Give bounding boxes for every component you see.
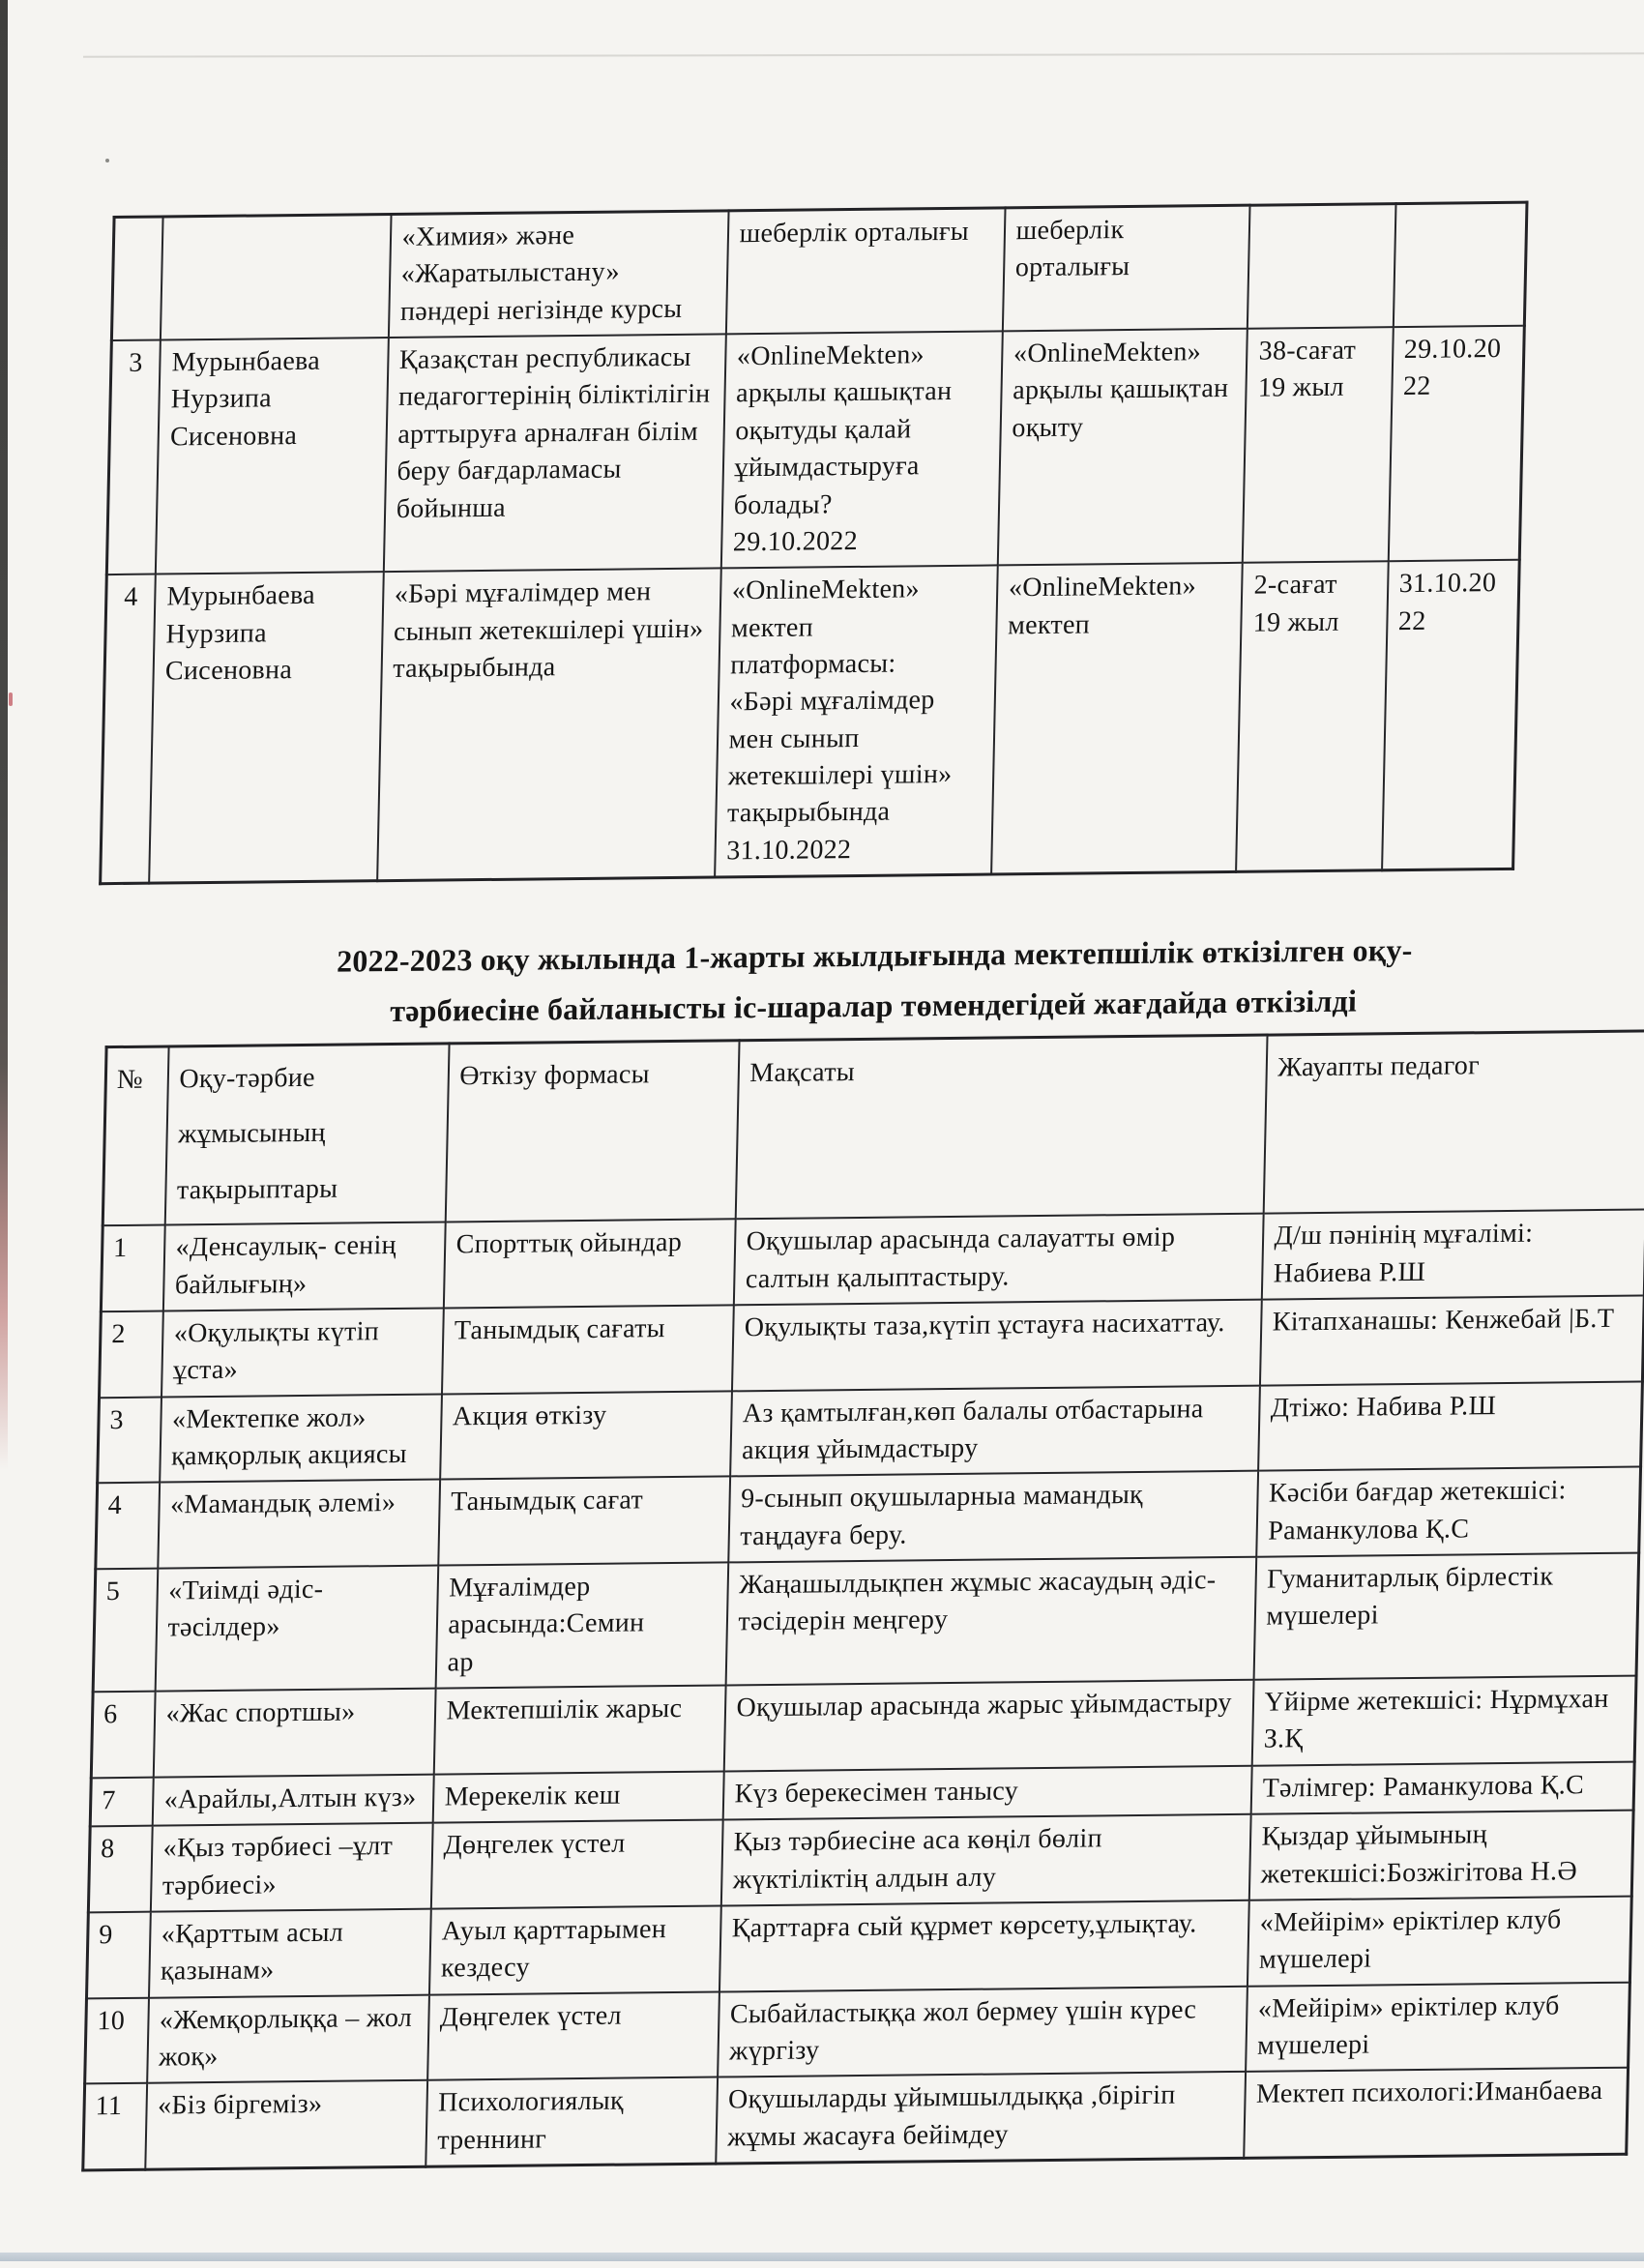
table-row <box>83 2068 1629 2170</box>
cell-form: Дөңгелек үстел <box>427 1991 719 2080</box>
cell-responsible: Кәсіби бағдар жетекшісі: Раманкулова Қ.С <box>1256 1467 1641 1557</box>
header-num: № <box>103 1046 168 1225</box>
cell-topic: шеберлік орталығы <box>725 208 1005 335</box>
cell-purpose: Жаңашылдықпен жұмыс жасаудың әдіс- тәсідерін меңгеру <box>725 1557 1256 1686</box>
cell-row-number: 2 <box>100 1311 163 1397</box>
cell-purpose: Оқушыларды ұйымшылдыққа ,бірігіп жұмы жасауға бейімдеу <box>716 2072 1246 2164</box>
cell-responsible: Қыздар ұйымының жетекшісі:Бозжігітова Н.Ә <box>1248 1811 1633 1900</box>
cell-topic: «Мамандық әлемі» <box>158 1480 440 1569</box>
table-row <box>93 1553 1639 1693</box>
table-row <box>101 1210 1644 1311</box>
cell-responsible: Гуманитарлық бірлестік мүшелері <box>1253 1553 1639 1680</box>
table-row <box>96 1467 1641 1569</box>
events-table <box>81 1029 1644 2171</box>
cell-hours: 38-сағат 19 жыл <box>1243 327 1393 563</box>
table-row <box>88 1811 1633 1912</box>
table-header-row <box>103 1031 1644 1225</box>
cell-row-number: 3 <box>106 340 161 575</box>
cell-form: Психологиялық треннинг <box>426 2077 718 2166</box>
header-topic: Оқу-тәрбие жұмысының тақырыптары <box>164 1044 449 1225</box>
cell-row-number: 4 <box>96 1483 160 1569</box>
cell-row-number: 3 <box>98 1397 161 1483</box>
table-row <box>101 560 1520 884</box>
cell-course: Қазақстан республикасы педагогтерінің біліктілігін арттыруға арналған білім беру бағдарламасы бойынша <box>383 334 725 572</box>
cell-purpose: Сыбайластыққа жол бермеу үшін күрес жүргізу <box>718 1986 1248 2077</box>
table-row <box>98 1381 1643 1483</box>
cell-hours <box>1248 204 1395 329</box>
cell-topic: «Қыз тәрбиесі –ұлт тәрбиесі» <box>150 1823 432 1912</box>
cell-topic: «OnlineMekten» арқылы қашықтан оқытуды қалай ұйымдастыруға болады? 29.10.2022 <box>720 331 1002 568</box>
cell-course: «Химия» және «Жаратылыстану» пәндері негізінде курсы <box>388 211 728 338</box>
cell-topic: «OnlineMekten» мектеп платформасы: «Бәрі мұғалімдер мен сынып жетекшілері үшін» тақырыбында 31.10.2022 <box>715 566 998 877</box>
cell-responsible: Тәлімгер: Раманкулова Қ.С <box>1250 1761 1634 1814</box>
cell-responsible: Дтіжо: Набива Р.Ш <box>1258 1381 1643 1471</box>
cell-responsible: Д/ш пәнінің мұғалімі: Набиева Р.Ш <box>1261 1210 1644 1300</box>
cell-row-number: 9 <box>86 1912 150 1998</box>
cell-form: Дөңгелек үстел <box>430 1820 722 1909</box>
cell-purpose: Күз берекесімен танысу <box>722 1766 1251 1820</box>
table-row <box>91 1676 1636 1778</box>
cell-form: Танымдық сағаты <box>441 1305 733 1394</box>
cell-purpose: Оқушылар арасында жарыс ұйымдастыру <box>723 1680 1253 1771</box>
cell-date <box>1393 202 1527 327</box>
cell-topic: «Арайлы,Алтын күз» <box>152 1774 433 1825</box>
cell-purpose: Оқушылар арасында салауатты өмір салтын қалыптастыру. <box>733 1214 1263 1305</box>
cell-row-number: 4 <box>101 574 156 884</box>
cell-teacher-name <box>161 214 391 339</box>
cell-row-number: 5 <box>93 1569 158 1693</box>
cell-date: 29.10.2022 <box>1388 326 1524 562</box>
cell-responsible: Кітапханашы: Кенжебай |Б.Т <box>1259 1295 1644 1385</box>
table-row <box>106 326 1524 575</box>
cell-result: «OnlineMekten» арқылы қашықтан оқыту <box>997 329 1248 566</box>
cell-form: Мұғалімдер арасында:Семин ар <box>435 1562 728 1688</box>
cell-row-number: 7 <box>90 1778 153 1827</box>
cell-result: шеберлік орталығы <box>1003 205 1250 331</box>
cell-form: Ауыл қарттарымен кездесу <box>428 1905 720 1994</box>
section-heading-line2: тәрбиесіне байланысты іс-шаралар төмендегідей жағдайда өткізілді <box>390 983 1358 1028</box>
cell-topic: «Біз біргеміз» <box>145 2080 427 2169</box>
table-row <box>86 1897 1631 1998</box>
cell-topic: «Қарттым асыл қазынам» <box>148 1909 430 1998</box>
cell-form: Акция өткізу <box>440 1391 732 1480</box>
header-responsible: Жауапты педагог <box>1263 1031 1644 1214</box>
cell-row-number <box>111 217 162 340</box>
cell-row-number: 11 <box>83 2083 147 2170</box>
cell-teacher-name: Мурынбаева Нурзипа Сисеновна <box>149 572 383 883</box>
table-row <box>111 202 1527 340</box>
cell-row-number: 10 <box>85 1997 149 2083</box>
cell-topic: «Мектепке жол» қамқорлық акциясы <box>160 1394 442 1483</box>
cell-purpose: 9-сынып оқушыларныа мамандық таңдауға беру. <box>728 1471 1258 1562</box>
section-heading-line1: 2022-2023 оқу жылында 1-жарты жылдығында мектепшілік өткізілген оқу- <box>336 931 1413 979</box>
header-form: Өткізу формасы <box>445 1041 739 1222</box>
cell-form: Мерекелік кеш <box>432 1771 723 1823</box>
cell-responsible: «Мейірім» еріктілер клуб мүшелері <box>1246 1982 1630 2072</box>
cell-topic: «Жас спортшы» <box>153 1689 435 1778</box>
cell-form: Спорттық ойындар <box>443 1219 735 1308</box>
cell-hours: 2-сағат 19 жыл <box>1236 561 1388 871</box>
cell-result: «OnlineMekten» мектеп <box>991 563 1243 874</box>
cell-row-number: 6 <box>91 1692 155 1778</box>
cell-purpose: Қыз тәрбиесіне аса көңіл бөліп жүктіліктің алдын алу <box>720 1814 1250 1905</box>
qualification-table <box>99 201 1528 886</box>
cell-purpose: Аз қамтылған,көп балалы отбастарына акция ұйымдастыру <box>730 1385 1260 1476</box>
cell-form: Танымдық сағат <box>438 1477 730 1566</box>
cell-date: 31.10.2022 <box>1382 560 1520 870</box>
cell-row-number: 8 <box>88 1826 152 1912</box>
cell-responsible: Мектеп психологі:Иманбаева <box>1244 2068 1629 2158</box>
cell-course: «Бәрі мұғалімдер мен сынып жетекшілері үшін» тақырыбында <box>377 569 721 881</box>
cell-topic: «Тиімді әдіс-тәсілдер» <box>155 1566 438 1692</box>
cell-responsible: «Мейірім» еріктілер клуб мүшелері <box>1247 1897 1631 1987</box>
table-row <box>100 1295 1644 1397</box>
cell-responsible: Үйірме жетекшісі: Нұрмұхан З.Қ <box>1251 1676 1636 1766</box>
section-heading <box>216 925 1533 1039</box>
table-row <box>85 1982 1630 2083</box>
cell-topic: «Денсаулық- сенің байлығың» <box>162 1222 445 1311</box>
cell-purpose: Қарттарға сый құрмет көрсету,ұлықтау. <box>719 1900 1248 1991</box>
cell-purpose: Оқулықты таза,күтіп ұстауға насихаттау. <box>731 1300 1261 1391</box>
cell-teacher-name: Мурынбаева Нурзипа Сисеновна <box>156 338 388 574</box>
cell-row-number: 1 <box>101 1225 164 1311</box>
header-purpose: Мақсаты <box>735 1035 1267 1219</box>
cell-form: Мектепшілік жарыс <box>433 1686 725 1775</box>
cell-topic: «Оқулықты күтіп ұста» <box>161 1308 444 1397</box>
cell-topic: «Жемқорлыққа – жол жоқ» <box>147 1994 429 2083</box>
